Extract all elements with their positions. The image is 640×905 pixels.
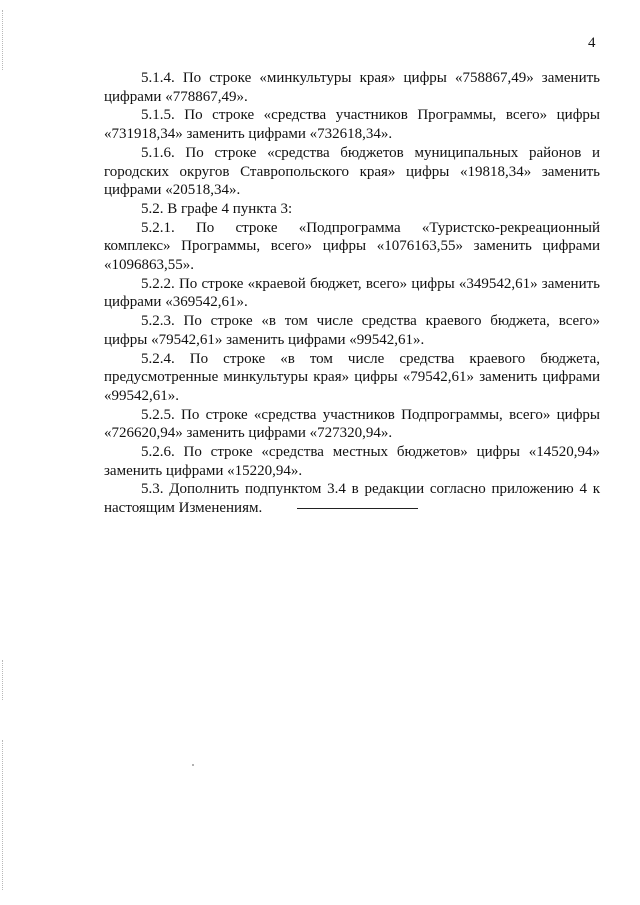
paragraph-5-2-5: 5.2.5. По строке «средства участников Подпрограммы, всего» цифры «726620,94» заменить цифрами «727320,94». [104, 406, 600, 442]
paragraph-5-2-6: 5.2.6. По строке «средства местных бюджетов» цифры «14520,94» заменить цифрами «15220,94». [104, 444, 600, 479]
paragraph-5-1-5: 5.1.5. По строке «средства участников Программы, всего» цифры «731918,34» заменить цифрами «732618,34». [104, 107, 600, 143]
paragraph-5-2: 5.2. В графе 4 пункта 3: [141, 200, 293, 217]
document-body [104, 69, 600, 518]
paragraph-5-2-4: 5.2.4. По строке «в том числе средства краевого бюджета, предусмотренные минкультуры края» цифры «79542,61» заменить цифрами «99542,61». [104, 350, 600, 404]
paragraph-5-3: 5.3. Дополнить подпунктом 3.4 в редакции согласно приложению 4 к настоящим Изменениям. [104, 481, 600, 517]
paragraph-5-2-2: 5.2.2. По строке «краевой бюджет, всего» цифры «349542,61» заменить цифрами «369542,61». [104, 275, 600, 311]
paragraph-5-1-4: 5.1.4. По строке «минкультуры края» цифры «758867,49» заменить цифрами «778867,49». [104, 70, 600, 105]
paragraph-5-1-6: 5.1.6. По строке «средства бюджетов муниципальных районов и городских округов Ставропольского края» цифры «19818,34» заменить цифрами «20518,34». [104, 144, 600, 199]
scan-speck [192, 764, 194, 766]
scan-edge-mark [2, 10, 3, 70]
scan-edge-mark [2, 660, 3, 700]
paragraph-5-2-3: 5.2.3. По строке «в том числе средства краевого бюджета, всего» цифры «79542,61» заменить цифрами «99542,61». [104, 313, 600, 348]
paragraph-5-2-1: 5.2.1. По строке «Подпрограмма «Туристско-рекреационный комплекс» Программы, всего» цифры «1076163,55» заменить цифрами «1096863,55». [104, 219, 600, 274]
page-number: 4 [588, 35, 596, 51]
closing-separator-line [297, 508, 418, 509]
scan-edge-mark [2, 740, 3, 890]
